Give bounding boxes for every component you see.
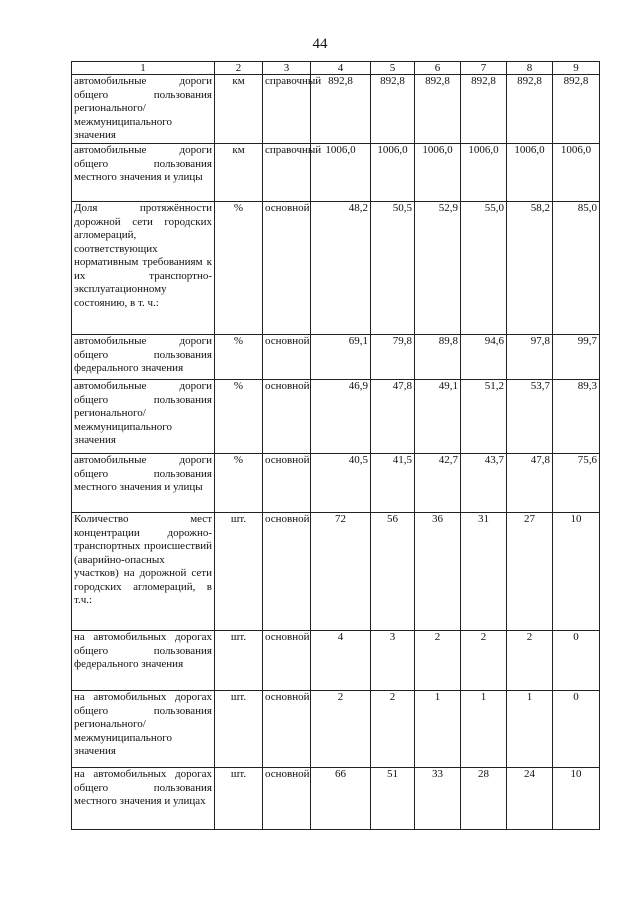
- value-cell: 3: [371, 631, 415, 691]
- unit-cell: шт.: [215, 631, 263, 691]
- header-cell: 9: [553, 62, 600, 75]
- type-cell: основной: [263, 768, 311, 830]
- indicator-name: автомобильные дороги общего пользования федерального значения: [72, 335, 215, 380]
- value-cell: 33: [415, 768, 461, 830]
- indicator-name: на автомобильных дорогах общего пользования регионального/ межмуниципального значения: [72, 691, 215, 768]
- value-cell: 58,2: [507, 202, 553, 335]
- value-cell: 2: [461, 631, 507, 691]
- unit-cell: %: [215, 380, 263, 454]
- table-row: [72, 144, 600, 202]
- type-cell: основной: [263, 631, 311, 691]
- unit-cell: шт.: [215, 513, 263, 631]
- value-cell: 1006,0: [311, 144, 371, 202]
- header-row: [72, 62, 600, 75]
- value-cell: 42,7: [415, 454, 461, 513]
- header-cell: 2: [215, 62, 263, 75]
- indicator-name: Количество мест концентрации дорожно-транспортных происшествий (аварийно-опасных участков) на дорожной сети городских агломераций, в т.ч.:: [72, 513, 215, 631]
- table-row: [72, 691, 600, 768]
- value-cell: 10: [553, 513, 600, 631]
- page-number: 44: [312, 36, 328, 52]
- header-cell: 6: [415, 62, 461, 75]
- header-cell: 1: [72, 62, 215, 75]
- table-row: [72, 380, 600, 454]
- value-cell: 40,5: [311, 454, 371, 513]
- table-row: [72, 454, 600, 513]
- value-cell: 43,7: [461, 454, 507, 513]
- value-cell: 46,9: [311, 380, 371, 454]
- table-row: [72, 768, 600, 830]
- value-cell: 892,8: [553, 75, 600, 144]
- unit-cell: шт.: [215, 691, 263, 768]
- indicators-table: [71, 61, 600, 830]
- value-cell: 47,8: [507, 454, 553, 513]
- type-cell: справочный: [263, 75, 311, 144]
- value-cell: 85,0: [553, 202, 600, 335]
- type-cell: основной: [263, 335, 311, 380]
- value-cell: 892,8: [507, 75, 553, 144]
- value-cell: 51: [371, 768, 415, 830]
- value-cell: 892,8: [415, 75, 461, 144]
- value-cell: 41,5: [371, 454, 415, 513]
- table-row: [72, 335, 600, 380]
- value-cell: 892,8: [371, 75, 415, 144]
- value-cell: 50,5: [371, 202, 415, 335]
- value-cell: 4: [311, 631, 371, 691]
- table-row: [72, 75, 600, 144]
- unit-cell: км: [215, 144, 263, 202]
- value-cell: 1: [507, 691, 553, 768]
- indicator-name: автомобильные дороги общего пользования регионального/ межмуниципального значения: [72, 75, 215, 144]
- indicator-name: автомобильные дороги общего пользования местного значения и улицы: [72, 454, 215, 513]
- indicator-name: на автомобильных дорогах общего пользования местного значения и улицах: [72, 768, 215, 830]
- value-cell: 28: [461, 768, 507, 830]
- type-cell: справочный: [263, 144, 311, 202]
- value-cell: 53,7: [507, 380, 553, 454]
- value-cell: 79,8: [371, 335, 415, 380]
- header-cell: 7: [461, 62, 507, 75]
- unit-cell: шт.: [215, 768, 263, 830]
- unit-cell: км: [215, 75, 263, 144]
- value-cell: 1: [461, 691, 507, 768]
- value-cell: 2: [507, 631, 553, 691]
- value-cell: 1006,0: [461, 144, 507, 202]
- value-cell: 66: [311, 768, 371, 830]
- table-row: [72, 631, 600, 691]
- value-cell: 99,7: [553, 335, 600, 380]
- header-cell: 5: [371, 62, 415, 75]
- value-cell: 56: [371, 513, 415, 631]
- value-cell: 72: [311, 513, 371, 631]
- type-cell: основной: [263, 380, 311, 454]
- value-cell: 27: [507, 513, 553, 631]
- value-cell: 49,1: [415, 380, 461, 454]
- table-row: [72, 513, 600, 631]
- indicator-name: автомобильные дороги общего пользования регионального/ межмуниципального значения: [72, 380, 215, 454]
- unit-cell: %: [215, 454, 263, 513]
- header-cell: 3: [263, 62, 311, 75]
- value-cell: 1006,0: [553, 144, 600, 202]
- value-cell: 31: [461, 513, 507, 631]
- value-cell: 2: [415, 631, 461, 691]
- indicator-name: на автомобильных дорогах общего пользования федерального значения: [72, 631, 215, 691]
- type-cell: основной: [263, 202, 311, 335]
- value-cell: 89,3: [553, 380, 600, 454]
- type-cell: основной: [263, 691, 311, 768]
- value-cell: 51,2: [461, 380, 507, 454]
- value-cell: 892,8: [311, 75, 371, 144]
- value-cell: 24: [507, 768, 553, 830]
- table-row: [72, 202, 600, 335]
- value-cell: 1: [415, 691, 461, 768]
- value-cell: 1006,0: [415, 144, 461, 202]
- value-cell: 94,6: [461, 335, 507, 380]
- value-cell: 48,2: [311, 202, 371, 335]
- value-cell: 75,6: [553, 454, 600, 513]
- value-cell: 1006,0: [371, 144, 415, 202]
- value-cell: 0: [553, 631, 600, 691]
- type-cell: основной: [263, 513, 311, 631]
- indicator-name: Доля протяжённости дорожной сети городских агломераций, соответствующих нормативным требованиям к их транспортно-эксплуатационному состоянию, в т. ч.:: [72, 202, 215, 335]
- unit-cell: %: [215, 202, 263, 335]
- value-cell: 69,1: [311, 335, 371, 380]
- header-cell: 4: [311, 62, 371, 75]
- value-cell: 97,8: [507, 335, 553, 380]
- value-cell: 2: [311, 691, 371, 768]
- value-cell: 52,9: [415, 202, 461, 335]
- type-cell: основной: [263, 454, 311, 513]
- value-cell: 892,8: [461, 75, 507, 144]
- value-cell: 47,8: [371, 380, 415, 454]
- value-cell: 89,8: [415, 335, 461, 380]
- value-cell: 55,0: [461, 202, 507, 335]
- header-cell: 8: [507, 62, 553, 75]
- value-cell: 10: [553, 768, 600, 830]
- value-cell: 2: [371, 691, 415, 768]
- value-cell: 0: [553, 691, 600, 768]
- indicator-name: автомобильные дороги общего пользования местного значения и улицы: [72, 144, 215, 202]
- unit-cell: %: [215, 335, 263, 380]
- value-cell: 36: [415, 513, 461, 631]
- value-cell: 1006,0: [507, 144, 553, 202]
